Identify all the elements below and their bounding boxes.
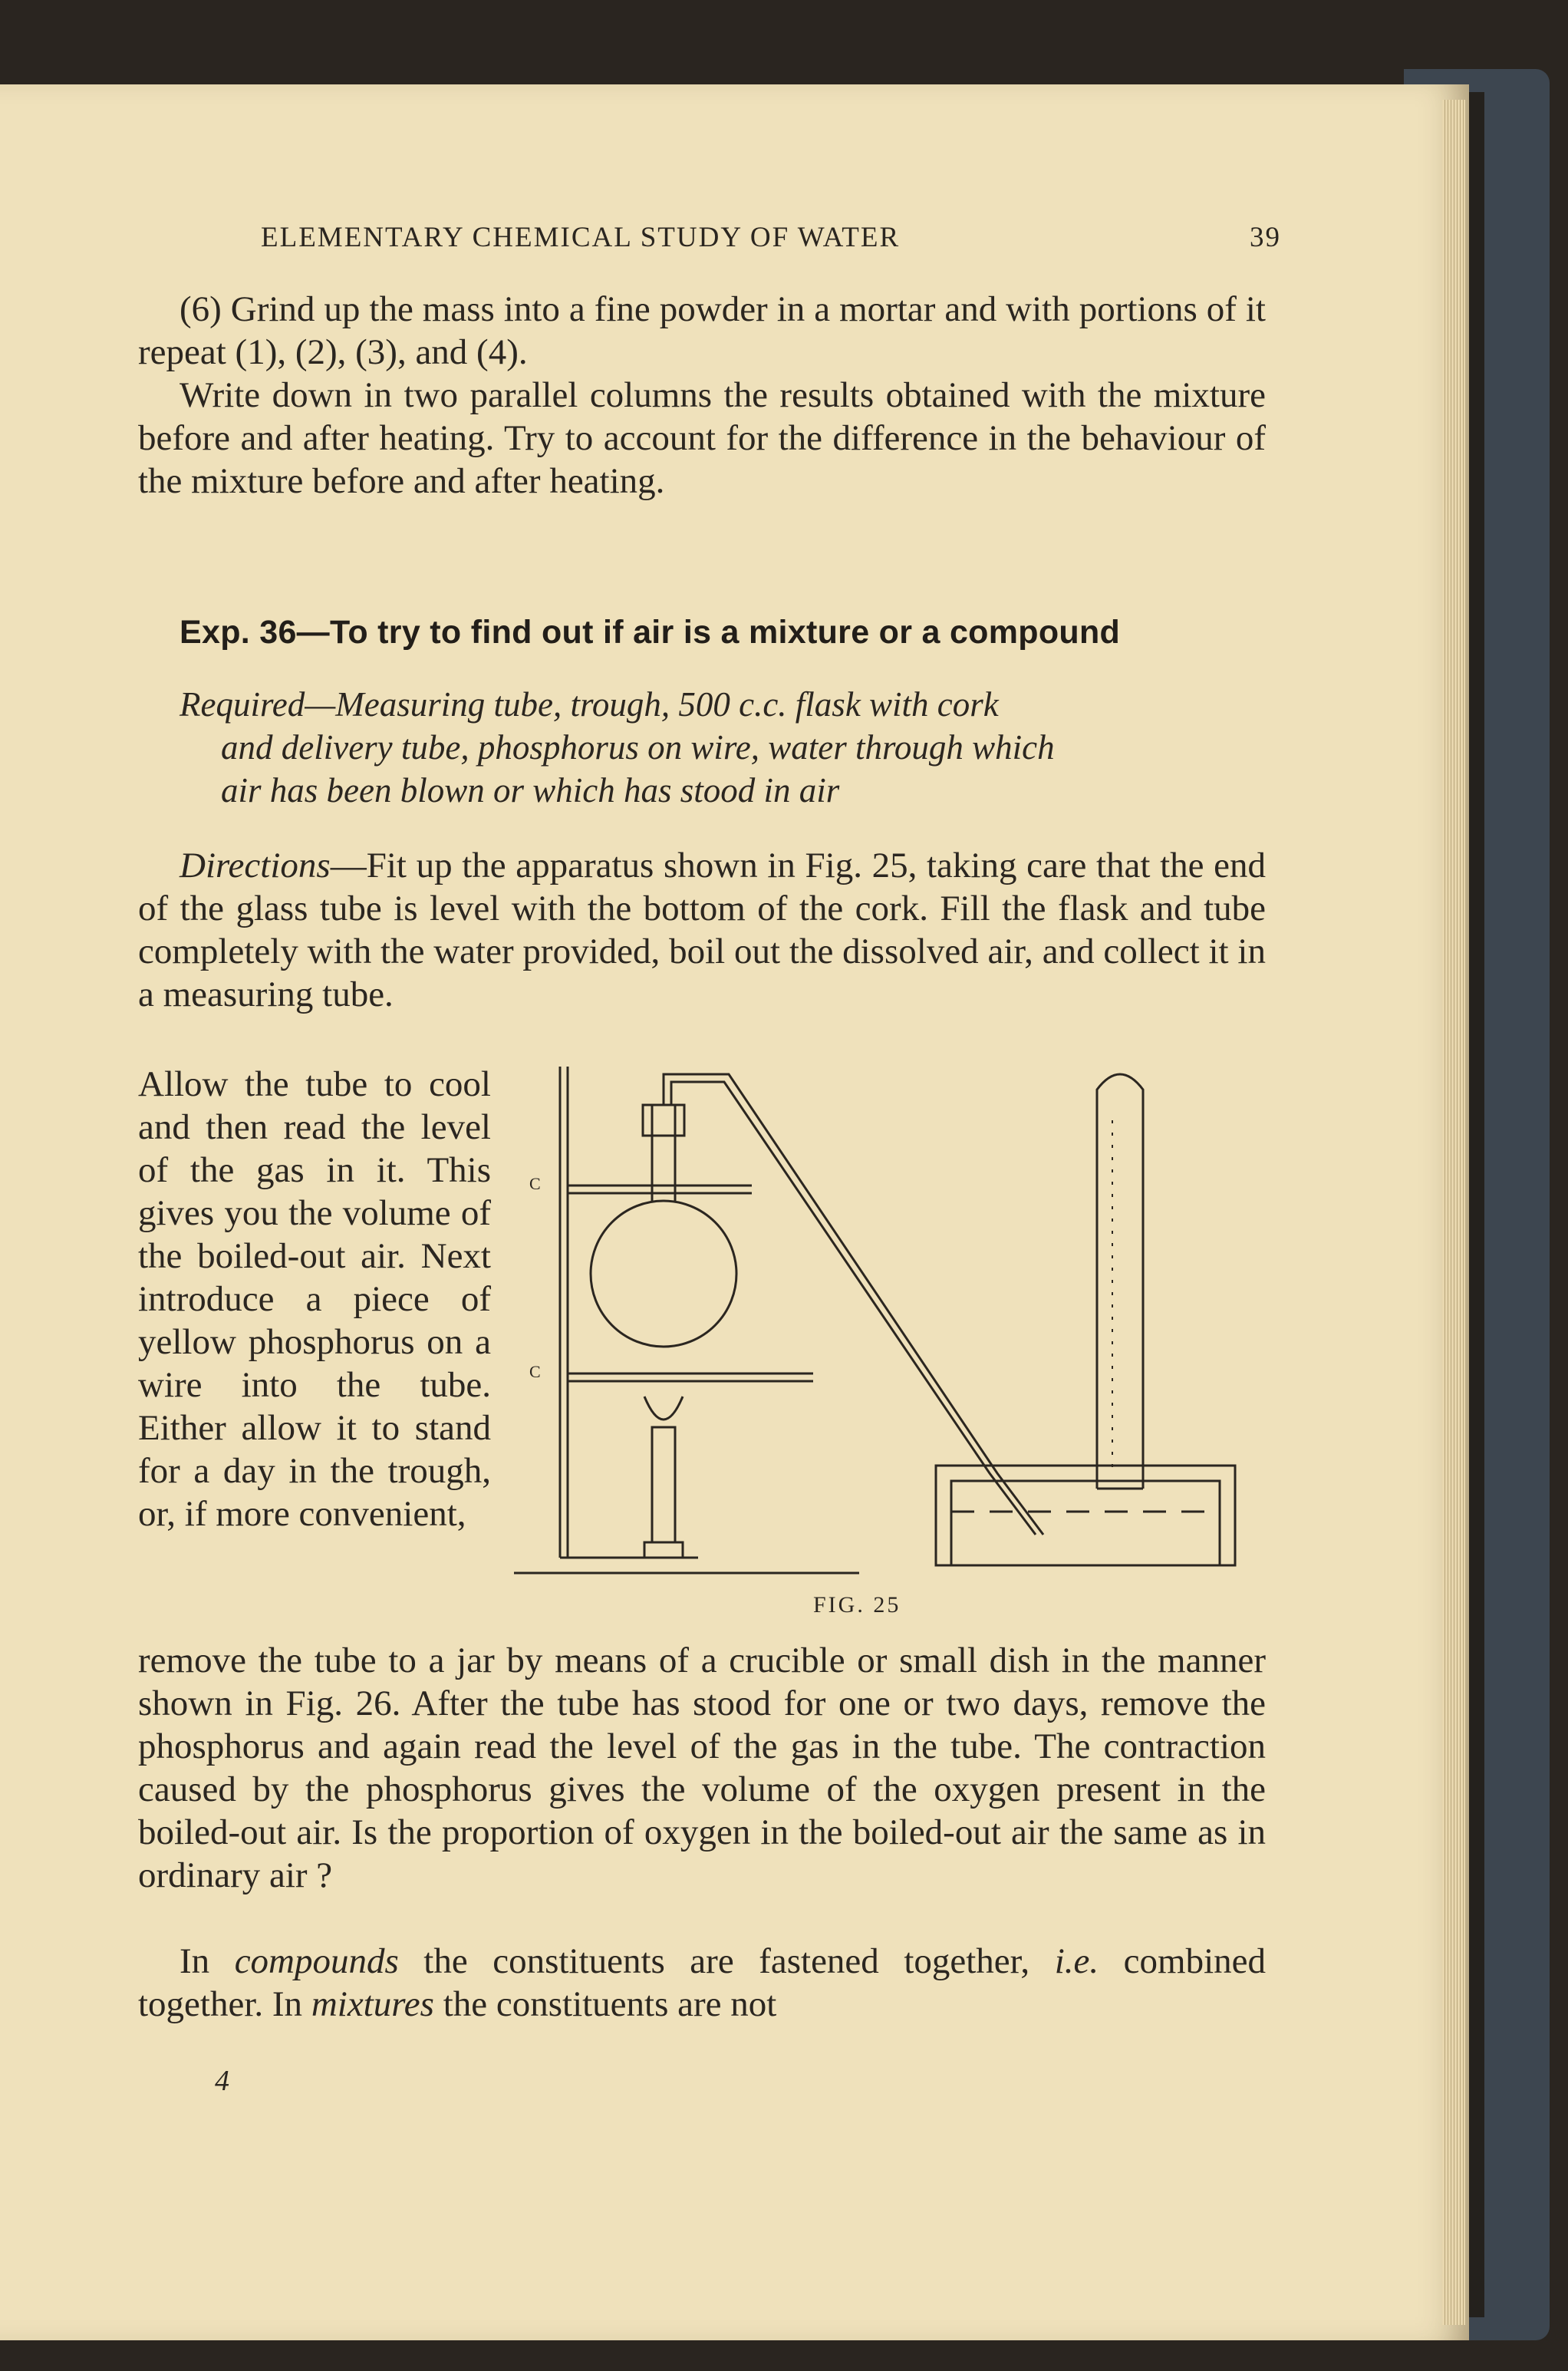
required-line-1: Measuring tube, trough, 500 c.c. flask with cork (335, 685, 999, 724)
required-list (138, 683, 1266, 812)
required-line-3: air has been blown or which has stood in air (221, 771, 840, 810)
experiment-heading: Exp. 36—To try to find out if air is a mixture or a compound (180, 614, 1121, 651)
required-line-2: and delivery tube, phosphorus on wire, water through which (221, 728, 1055, 767)
closing-text-3: combined together. In (138, 1941, 1266, 2024)
upper-clamp-label: C (529, 1174, 541, 1193)
figure-caption: FIG. 25 (813, 1592, 901, 1617)
paragraph-step-6: (6) Grind up the mass into a fine powder in a mortar and with portions of it repeat (1), (2), (3), and (4). (138, 289, 1266, 372)
directions-wrapped-text: Allow the tube to cool and then read the level of the gas in it. This gives you the volume of the boiled-out air. Next introduce a piece of yellow phosphorus on a wire into the tube. Either allow it to stand for a day in the trough, or, if more convenient, (138, 1064, 491, 1534)
measuring-tube (1097, 1074, 1143, 1489)
term-compounds: compounds (234, 1941, 399, 1981)
directions-intro (138, 844, 1266, 1016)
directions-label: Directions (180, 846, 331, 885)
lower-clamp-label: C (529, 1362, 541, 1381)
signature-mark: 4 (215, 2065, 229, 2097)
burner-tube (652, 1427, 675, 1542)
page-number: 39 (1250, 222, 1281, 253)
abbrev-ie: i.e. (1054, 1941, 1099, 1981)
directions-intro-text: —Fit up the apparatus shown in Fig. 25, taking care that the end of the glass tube is level with the bottom of the cork. Fill the flask and tube completely with the water provided, boil out the dissolved air, and collect it in a measuring tube. (138, 846, 1266, 1014)
page-edges (1442, 100, 1465, 2325)
paragraph-compounds-mixtures (138, 1940, 1266, 2026)
burner-base (644, 1542, 683, 1558)
closing-text-4: the constituents are not (433, 1984, 777, 2024)
term-mixtures: mixtures (311, 1984, 434, 2024)
running-head (261, 221, 1281, 259)
directions-continued: remove the tube to a jar by means of a crucible or small dish in the manner shown in Fig. 26. After the tube has stood for one or two days, remove the phosphorus and again read the level of the gas in the tube. The contraction caused by the phosphorus gives the volume of the oxygen present in the boiled-out air. Is the proportion of oxygen in the boiled-out air the same as in ordinary air ? (138, 1641, 1266, 1895)
burner-flame (644, 1397, 683, 1420)
fig-25-apparatus-diagram (506, 1044, 1273, 1627)
running-head-title: ELEMENTARY CHEMICAL STUDY OF WATER (261, 222, 901, 253)
closing-text-1: In (180, 1941, 235, 1981)
flask-cork (643, 1105, 684, 1136)
flask-bulb (591, 1201, 736, 1347)
paragraph-results: Write down in two parallel columns the results obtained with the mixture before and after heating. Try to account for the difference in the behaviour of the mixture before and after heating. (138, 375, 1266, 501)
closing-text-2: the constituents are fastened together, (398, 1941, 1055, 1981)
required-label: Required— (180, 685, 336, 724)
